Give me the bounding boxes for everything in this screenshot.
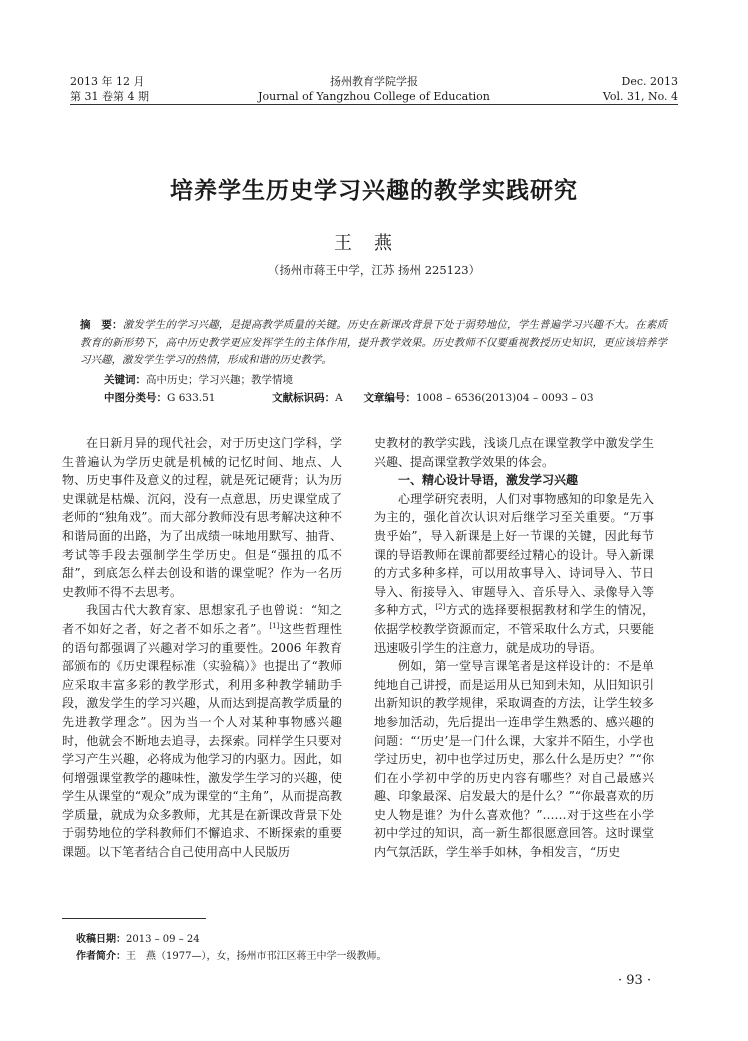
keywords-label: 关键词：: [104, 374, 146, 386]
keywords-text: 高中历史；学习兴趣；教学情境: [146, 374, 293, 386]
abstract: [80, 317, 667, 370]
right-paragraph-0: 史教材的教学实践，浅谈几点在课堂教学中激发学生兴趣、提高课堂教学效果的体会。: [374, 436, 654, 469]
classification-value: G 633.51: [167, 392, 216, 404]
classification-label: 中图分类号：: [104, 392, 167, 404]
citation-ref-2: [2]: [435, 603, 446, 612]
left-paragraph-2: 我国古代大教育家、思想家孔子也曾说：“知之者不如好之者，好之者不如乐之者”。[1]这些哲理性的语句都强调了兴趣对学习的重要性。2006 年教育部颁布的《历史课程标准（实验稿）》也提出了“教师应采取丰富多彩的教学形式，利用多种教学辅助手段，激发学生的学习兴趣，从而达到提高教学质量的先进教学理念”。因为当一个人对某种事物感兴趣时，他就会不断地去追寻，去探索。同样学生只要对学习产生兴趣，必将成为他学习的内驱力。因此，如何增强课堂教学的趣味性，激发学生学习的兴趣，使学生从课堂的“观众”成为课堂的“主角”，从而提高教学质量，就成为众多教师，尤其是在新课改背景下处于弱势地位的学科教师们不懈追求、不断探索的重要课题。以下笔者结合自己使用高中人民版历: [62, 603, 342, 860]
author-bio: 作者简介：王 燕（1977—），女，扬州市邗江区蒋王中学一级教师。: [76, 951, 387, 962]
paper-title: 培养学生历史学习兴趣的教学实践研究: [170, 178, 578, 204]
footnote-rule: [62, 918, 206, 919]
abstract-label: 摘 要：: [80, 319, 123, 331]
affiliation: （扬州市蒋王中学，江苏 扬州 225123）: [267, 263, 481, 277]
left-paragraph-1: 在日新月异的现代社会，对于历史这门学科，学生普遍认为学历史就是机械的记忆时间、地点、人物、历史事件及意义的过程，就是死记硬背；认为历史课就是枯燥、沉闷，没有一点意思，历史课堂成了老师的“独角戏”。而大部分教师没有思考解决这种不和谐局面的出路，为了出成绩一味地用默写、抽背、考试等手段去强制学生学历史。但是“强扭的瓜不甜”，到底怎么样去创设和谐的课堂呢？作为一名历史教师不得不去思考。: [62, 436, 342, 599]
right-column: [374, 434, 654, 862]
article-no-value: 1008 – 6536(2013)04 – 0093 – 03: [415, 392, 594, 404]
header-left: 2013 年 12 月 第 31 卷第 4 期: [70, 75, 149, 103]
doc-code-value: A: [335, 392, 343, 404]
section-heading-1: 一、精心设计导语，激发学习兴趣: [398, 473, 579, 488]
article-no-label: 文章编号：: [363, 392, 416, 404]
abstract-text: 激发学生的学习兴趣，是提高教学质量的关键。历史在新课改背景下处于弱势地位，学生普遍学习兴趣不大。在素质教育的新形势下，高中历史教学更应发挥学生的主体作用，提升教学效果。历史教师不仅要重视教授历史知识，更应该培养学习兴趣，激发学生学习的热情，形成和谐的历史教学。: [80, 319, 668, 366]
left-column: [62, 434, 342, 862]
keywords: [104, 372, 293, 388]
author-name: 王燕: [334, 233, 414, 254]
classification-row: [104, 390, 664, 406]
header-right: Dec. 2013 Vol. 31, No. 4: [602, 75, 678, 103]
received-date: 收稿日期：2013 – 09 – 24: [76, 934, 200, 945]
doc-code-label: 文献标识码：: [272, 392, 336, 404]
right-paragraph-2: 例如，第一堂导言课笔者是这样设计的：不是单纯地自己讲授，而是运用从已知到未知，从旧知识引出新知识的教学规律，采取调查的方法，让学生较多地参加活动，先后提出一连串学生熟悉的、感兴趣的问题：“‘历史’是一门什么课，大家并不陌生，小学也学过历史，初中也学过历史，那么什么是历史？”“你们在小学初中学的历史内容有哪些？对自己最感兴趣、印象最深、启发最大的是什么？”“你最喜欢的历史人物是谁？为什么喜欢他？”……对于这些在小学初中学过的知识，高一新生都很愿意回答。这时课堂内气氛活跃，学生举手如林，争相发言，“历史: [374, 659, 654, 860]
page-number: · 93 ·: [618, 973, 652, 988]
header-rule: [70, 104, 678, 105]
right-paragraph-1: 心理学研究表明，人们对事物感知的印象是先入为主的，强化首次认识对后继学习至关重要。“万事贵乎始”，导入新课是上好一节课的关键，因此每节课的导语教师在课前都要经过精心的设计。导入新课的方式多种多样，可以用故事导入、诗词导入、节日导入、衔接导入、审题导入、音乐导入、录像导入等多种方式，[2]方式的选择要根据教材和学生的情况，依据学校教学资源而定，不管采取什么方式，只要能迅速吸引学生的注意力，就是成功的导语。: [374, 491, 654, 655]
footnote: [76, 931, 386, 965]
header-center: 扬州教育学院学报 Journal of Yangzhou College of Education: [258, 75, 490, 103]
citation-ref-1: [1]: [269, 621, 280, 630]
